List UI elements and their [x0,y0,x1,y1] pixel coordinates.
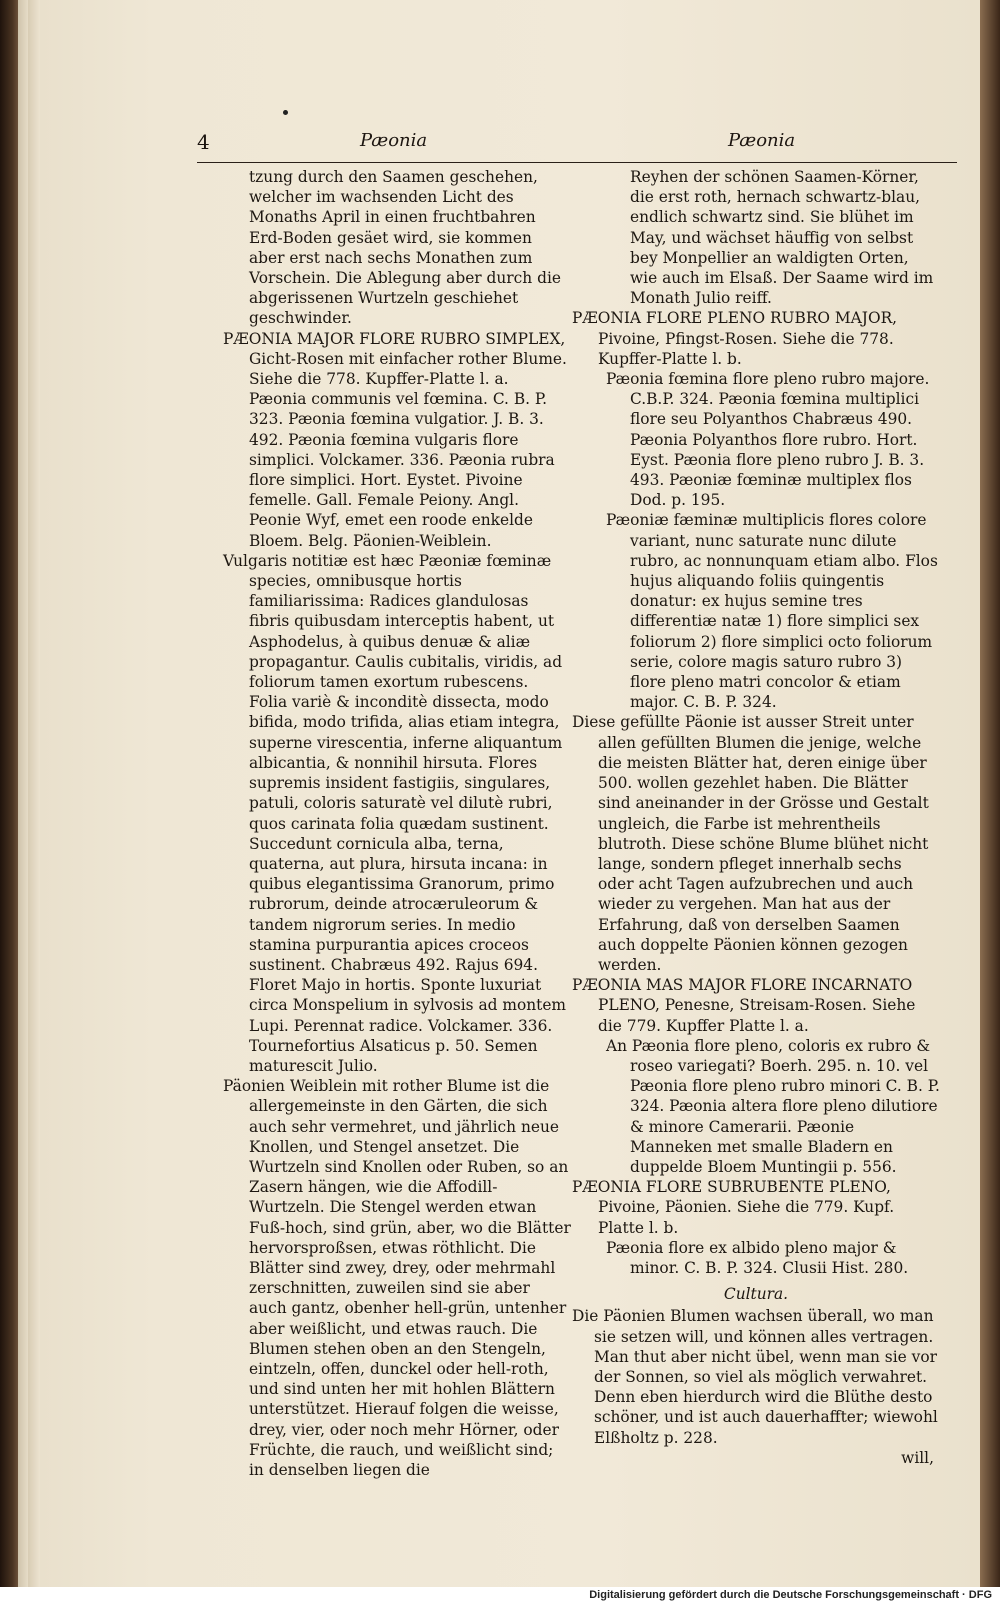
german-description: Päonien Weiblein mit rother Blume ist die allergemeinste in den Gärten, die sich auch sehr vermehret, und jährlich neue Knollen, und Stengel ansetzet. Die Wurtzeln sind Knollen oder Ruben, so an Zasern hängen, wie die Affodill-Wurtzeln. Die Stengel werden etwan Fuß-hoch, sind grün, aber, wo die Blätter hervorsproßsen, etwas röthlicht. Die Blätter sind zwey, drey, oder mehrmahl zerschnitten, zuweilen sind sie aber auch gantz, obenher hell-grün, untenher aber weißlicht, und etwas rauch. Die Blumen stehen oben an den Stengeln, eintzeln, offen, dunckel oder hell-roth, und sind unten her mit hohlen Blättern unterstützet. Hierauf folgen die weisse, drey, vier, oder noch mehr Hörner, oder Früchte, die rauch, und weißlicht sind; in denselben liegen die [223,1077,571,1479]
ink-dot [283,110,288,115]
entry-heading: PÆONIA FLORE SUBRUBENTE PLENO, Pivoine, Päonien. Siehe die 779. Kupf. Platte l. b. [572,1178,895,1237]
paragraph: tzung durch den Saamen geschehen, welcher im wachsenden Licht des Monaths April in einen fruchtbahren Erd-Boden gesäet wird, sie kommen aber erst nach sechs Monathen zum Vorschein. Die Ablegung aber durch die abgerissenen Wurtzeln geschiehet geschwinder. [249,168,561,328]
latin-description: Pæoniæ fæminæ multiplicis flores colore variant, nunc saturate nunc dilute rubro, ac nonnunquam etiam albo. Flos hujus aliquando foliis quingentis donatur: ex hujus semine tres differentiæ natæ 1) flore simplici sex foliorum 2) flore simplici octo foliorum serie, colore magis saturo rubro 3) flore pleno matri concolor & etiam major. C. B. P. 324. [606,511,938,712]
catchword: will, [901,1448,934,1467]
german-description: Diese gefüllte Päonie ist ausser Streit unter allen gefüllten Blumen die jenige, welche die meisten Blätter hat, deren einige über 500. wollen gezehlet haben. Die Blätter sind aneinander in der Grösse und Gestalt ungleich, die Farbe ist mehrentheils blutroth. Diese schöne Blume blühet nicht lange, sondern pfleget innerhalb sechs oder acht Tagen aufzubrechen und auch wieder zu vergehen. Man hat aus der Erfahrung, daß von derselben Saamen auch doppelte Päonien können gezogen werden. [572,713,929,974]
latin-description: Vulgaris notitiæ est hæc Pæoniæ fœminæ species, omnibusque hortis familiarissima: Radices glandulosas fibris quibusdam interceptis habent, ut Asphodelus, à quibus denuæ & aliæ propagantur. Caulis cubitalis, viridis, ad foliorum tamen exortum rubescens. Folia variè & inconditè dissecta, modo bifida, modo trifida, alias etiam integra, superne virescentia, inferne aliquantum albicantia, & nonnihil hirsuta. Flores supremis insident fastigiis, singulares, patuli, coloris saturatè vel dilutè rubri, quos carinata folia quædam sustinent. Succedunt cornicula alba, terna, quaterna, aut plura, hirsuta incana: in quibus elegantissima Granorum, primo rubrorum, deinde atrocæruleorum & tandem nigrorum series. In medio stamina purpurantia apices croceos sustinent. Chabræus 492. Rajus 694. Floret Majo in hortis. Sponte luxuriat circa Monspelium in sylvosis ad montem Lupi. Perennat radice. Volckamer. 336. Tournefortius Alsaticus p. 50. Semen maturescit Julio. [223,551,567,1075]
book-cover-edge [980,0,1000,1587]
left-column [223,167,571,1480]
footer-credit: Digitalisierung gefördert durch die Deutsche Forschungsgemeinschaft · DFG [589,1589,992,1601]
paragraph: Reyhen der schönen Saamen-Körner, die erst roth, hernach schwartz-blau, endlich schwartz sind. Sie blühet im May, und wächset häuffig von selbst bey Monpellier an waldigten Orten, wie auch im Elsaß. Der Saame wird im Monath Julio reiff. [630,168,934,308]
running-head-left: Pæonia [360,130,428,151]
synonym-list: An Pæonia flore pleno, coloris ex rubro & roseo variegati? Boerh. 295. n. 10. vel Pæonia flore pleno rubro minori C. B. P. 324. Pæonia altera flore pleno dilutiore & minore Camerarii. Pæonie Manneken met smalle Bladern en duppelde Bloem Muntingii p. 556. [606,1036,940,1176]
synonym-list: Pæonia fœmina flore pleno rubro majore. C.B.P. 324. Pæonia fœmina multiplici flore seu Polyanthos Chabræus 490. Pæonia Polyanthos flore rubro. Hort. Eyst. Pæonia flore pleno rubro J. B. 3. 493. Pæoniæ fœminæ multiplex flos Dod. p. 195. [606,370,930,510]
page-edge-stack [18,0,28,1606]
entry-heading: PÆONIA MAS MAJOR FLORE INCARNATO PLENO, Penesne, Streisam-Rosen. Siehe die 779. Kupffer Platte l. a. [572,976,916,1035]
synonym-list: Pæonia communis vel fœmina. C. B. P. 323. Pæonia fœmina vulgatior. J. B. 3. 492. Pæonia fœmina vulgaris flore simplici. Volckamer. 336. Pæonia rubra flore simplici. Hort. Eystet. Pivoine femelle. Gall. Female Peiony. Angl. Peonie Wyf, emet een roode enkelde Bloem. Belg. Päonien-Weiblein. [249,390,555,550]
synonym-list: Pæonia flore ex albido pleno major & minor. C. B. P. 324. Clusii Hist. 280. [606,1238,909,1277]
footer-bar [0,1587,1000,1606]
right-column [572,167,940,1468]
page-number: 4 [197,130,210,154]
book-spine [0,0,18,1606]
header-rule [197,162,957,163]
entry-heading: PÆONIA FLORE PLENO RUBRO MAJOR, Pivoine, Pfingst-Rosen. Siehe die 778. Kupffer-Platte l. b. [572,309,898,368]
entry-heading: PÆONIA MAJOR FLORE RUBRO SIMPLEX, Gicht-Rosen mit einfacher rother Blume. Siehe die 778. Kupffer-Platte l. a. [223,329,567,389]
cultura-text: Die Päonien Blumen wachsen überall, wo man sie setzen will, und können alles vertragen. Man thut aber nicht übel, wenn man sie vor der Sonnen, so viel als möglich verwahret. Denn eben hierdurch wird die Blüthe desto schöner, und ist auch dauerhaffter; wiewohl Elßholtz p. 228. [572,1307,938,1447]
section-heading-cultura: Cultura. [723,1285,789,1304]
running-head-right: Pæonia [728,130,796,151]
